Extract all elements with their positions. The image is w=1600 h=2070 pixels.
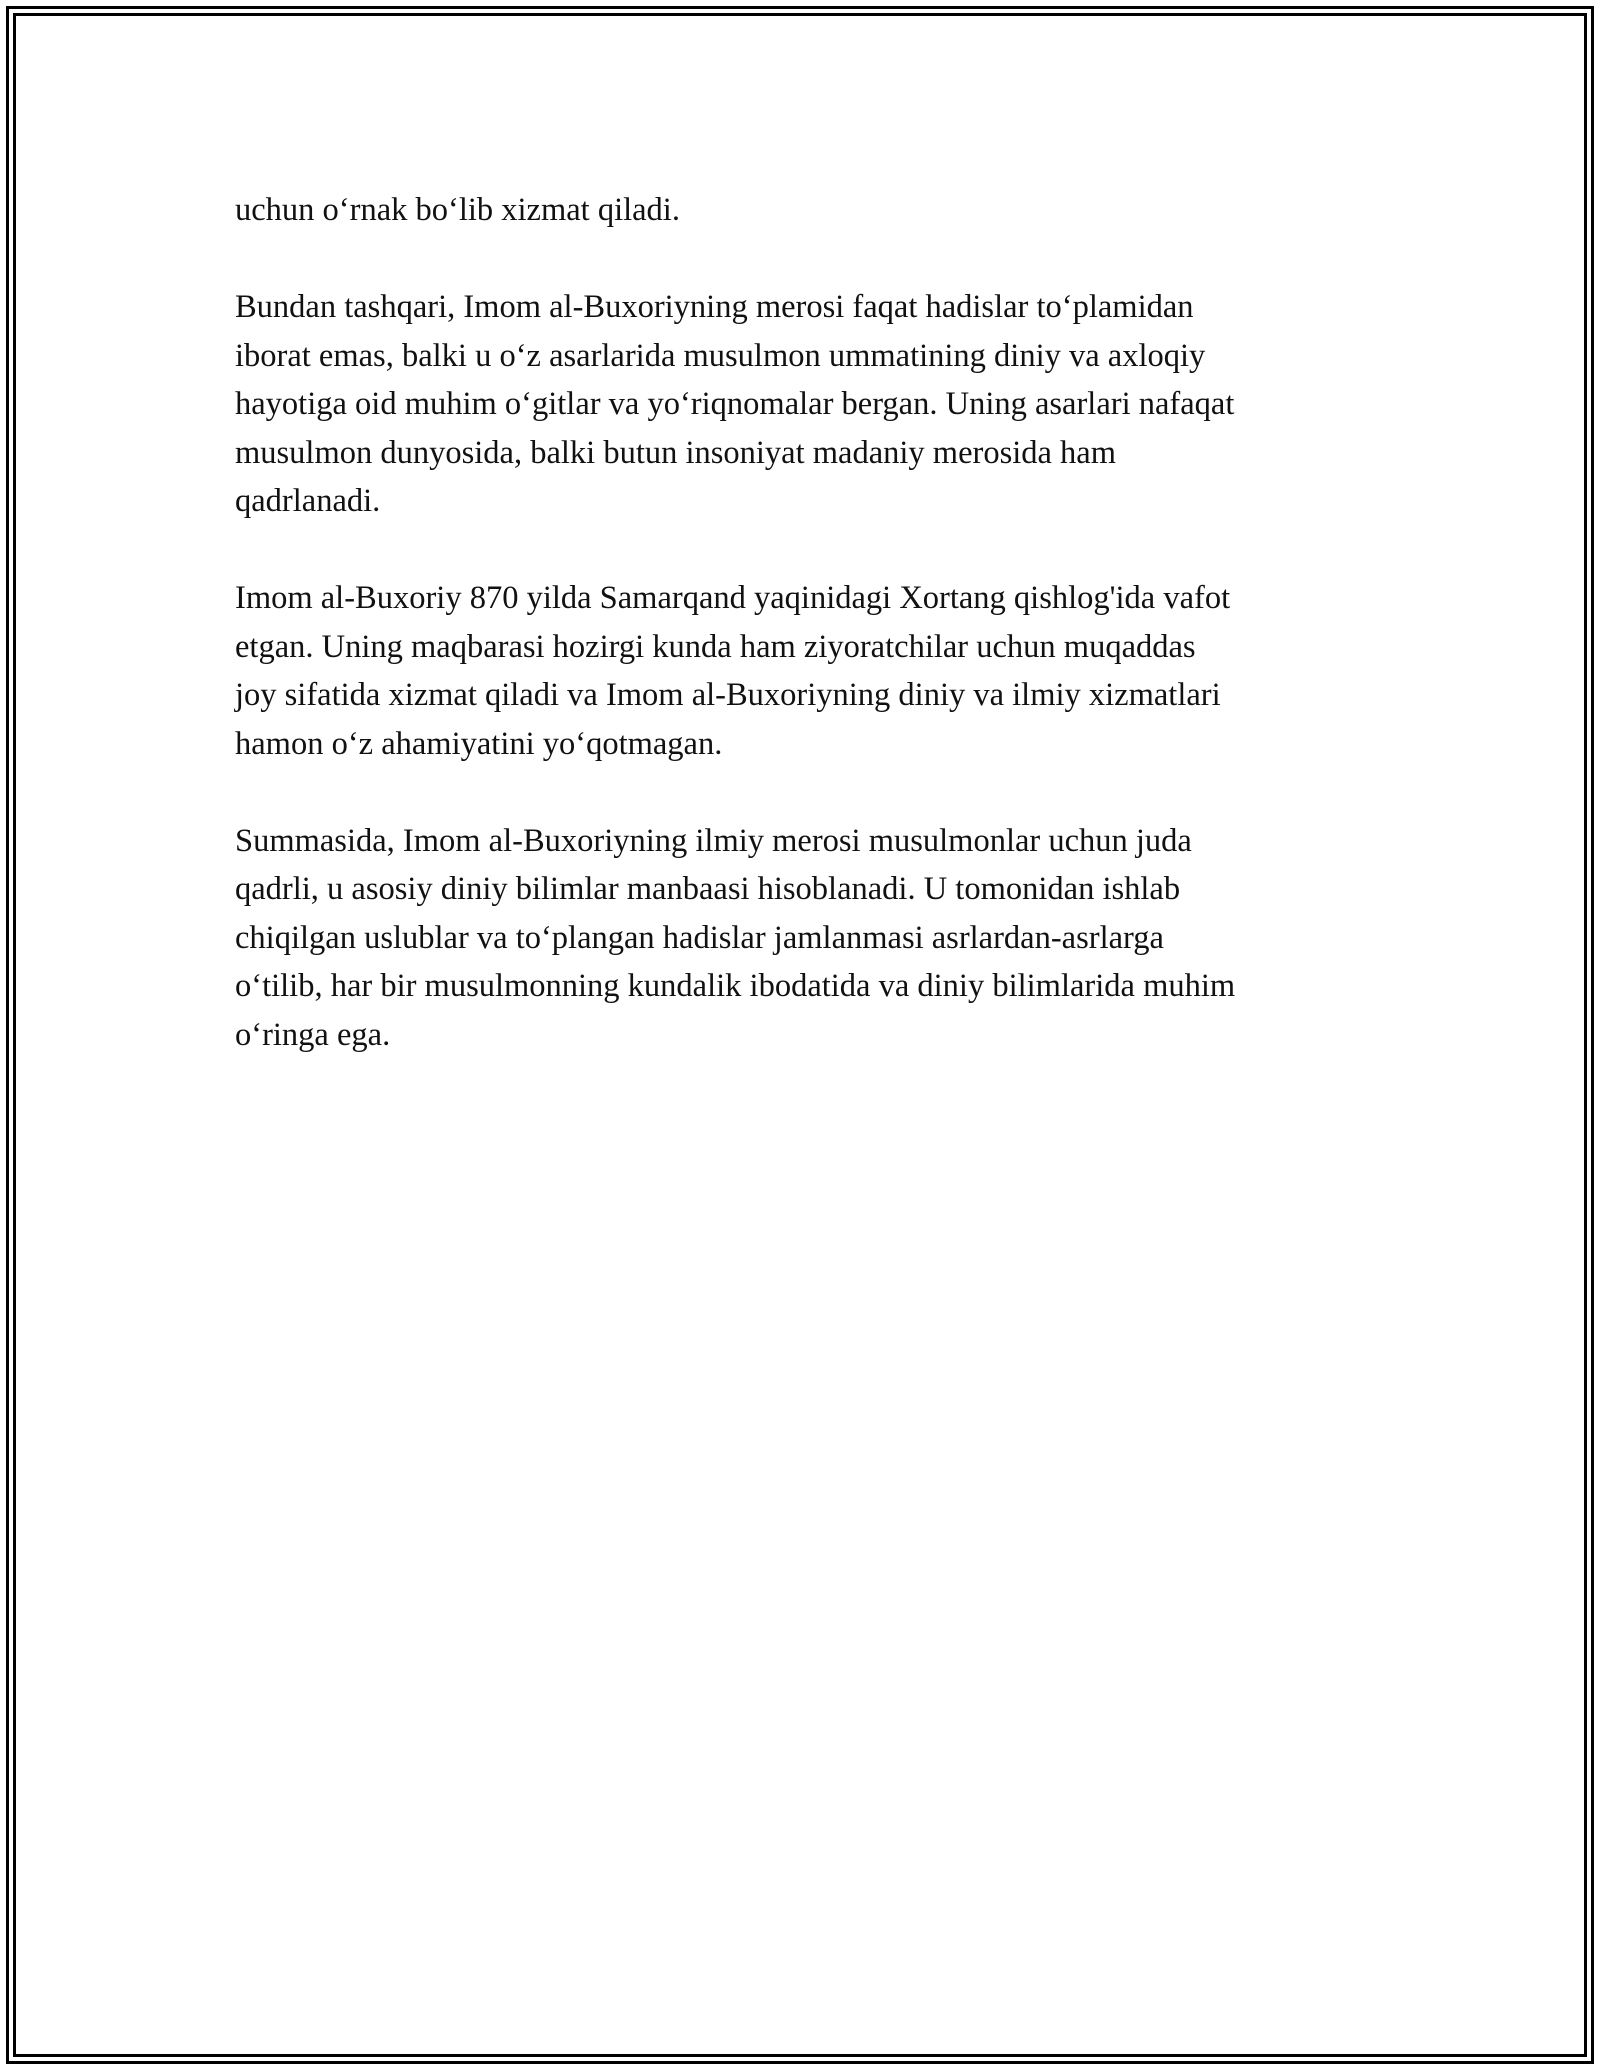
text-line: hayotiga oid muhim o‘gitlar va yo‘riqnomalar bergan. Uning asarlari nafaqat — [235, 386, 1235, 422]
text-line: Bundan tashqari, Imom al-Buxoriyning merosi faqat hadislar to‘plamidan — [235, 289, 1194, 325]
text-line: iborat emas, balki u o‘z asarlarida musulmon ummatining diniy va axloqiy — [235, 337, 1206, 374]
text-line: hamon o‘z ahamiyatini yo‘qotmagan. — [235, 725, 723, 762]
text-line: qadrlanadi. — [235, 483, 381, 519]
paragraph-2 — [235, 283, 1385, 526]
text-line: chiqilgan uslublar va to‘plangan hadislar jamlanmasi asrlardan-asrlarga — [235, 919, 1164, 956]
paragraph-4 — [235, 817, 1385, 1060]
text-line: qadrli, u asosiy diniy bilimlar manbaasi hisoblanadi. U tomonidan ishlab — [235, 871, 1181, 907]
text-line: Imom al-Buxoriy 870 yilda Samarqand yaqinidagi Xortang qishlog'ida vafot — [235, 580, 1231, 616]
document-body — [235, 186, 1385, 1108]
text-line: Summasida, Imom al-Buxoriyning ilmiy merosi musulmonlar uchun juda — [235, 822, 1192, 859]
text-line: o‘tilib, har bir musulmonning kundalik ibodatida va diniy bilimlarida muhim — [235, 968, 1236, 1004]
text-line: uchun o‘rnak bo‘lib xizmat qiladi. — [235, 192, 680, 228]
paragraph-1 — [235, 186, 1385, 235]
text-line: o‘ringa ega. — [235, 1016, 391, 1053]
text-line: etgan. Uning maqbarasi hozirgi kunda ham ziyoratchilar uchun muqaddas — [235, 628, 1196, 665]
text-line: joy sifatida xizmat qiladi va Imom al-Buxoriyning diniy va ilmiy xizmatlari — [235, 677, 1221, 713]
paragraph-3 — [235, 574, 1385, 768]
text-line: musulmon dunyosida, balki butun insoniyat madaniy merosida ham — [235, 434, 1117, 471]
